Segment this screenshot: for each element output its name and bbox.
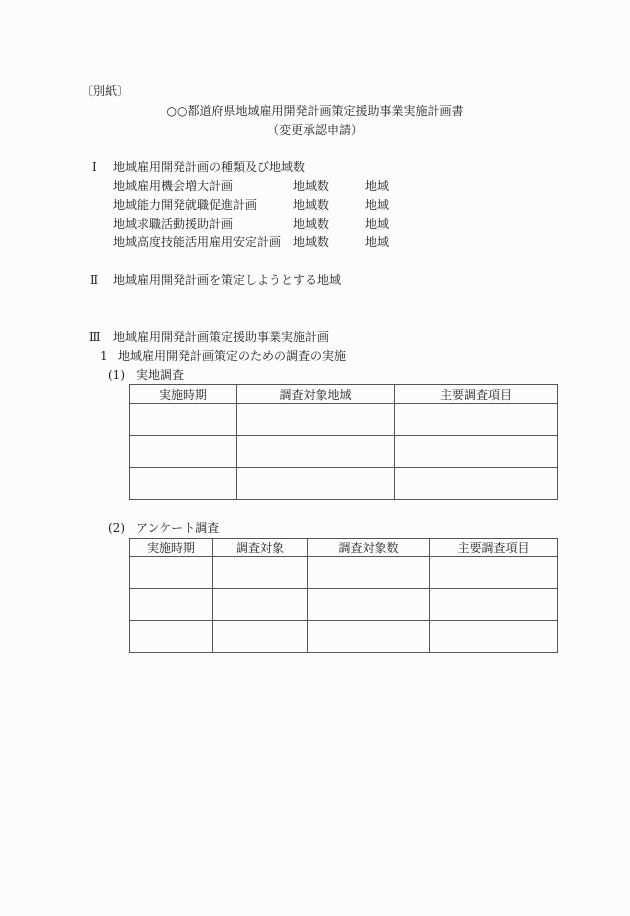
questionnaire-number: (2) (108, 521, 125, 535)
section-3-numeral: Ⅲ (89, 330, 101, 344)
table-header-row (130, 539, 558, 557)
table-cell[interactable] (130, 468, 237, 500)
table-cell[interactable] (308, 589, 430, 621)
table-cell[interactable] (213, 557, 308, 589)
table-cell[interactable] (308, 557, 430, 589)
table-cell[interactable] (308, 621, 430, 653)
table-cell[interactable] (130, 404, 237, 436)
section-2-heading: 地域雇用開発計画を策定しようとする地域 (113, 273, 342, 287)
plan-type-name: 地域雇用機会増大計画 (113, 179, 234, 193)
column-header: 主要調査項目 (395, 385, 558, 404)
column-header: 調査対象 (213, 539, 308, 557)
table-cell[interactable] (395, 468, 558, 500)
table-cell[interactable] (430, 621, 558, 653)
plan-type-count-label: 地域数 (293, 179, 330, 193)
table-cell[interactable] (430, 589, 558, 621)
column-header: 実施時期 (130, 539, 213, 557)
plan-type-name: 地域能力開発就職促進計画 (113, 198, 258, 212)
table-row (130, 468, 558, 500)
table-cell[interactable] (395, 436, 558, 468)
plan-type-count-label: 地域数 (293, 235, 330, 249)
field-survey-table (129, 384, 558, 500)
table-cell[interactable] (130, 436, 237, 468)
plan-type-unit: 地域 (365, 235, 390, 249)
plan-type-name: 地域求職活動援助計画 (113, 217, 234, 231)
document-title: ○○都道府県地域雇用開発計画策定援助事業実施計画書 (166, 104, 464, 118)
table-row (130, 621, 558, 653)
questionnaire-heading: アンケート調査 (136, 521, 220, 535)
table-cell[interactable] (395, 404, 558, 436)
plan-type-unit: 地域 (365, 198, 390, 212)
attachment-label: 〔別紙〕 (81, 84, 130, 98)
plan-type-count-label: 地域数 (293, 217, 330, 231)
table-row (130, 404, 558, 436)
section-1-heading: 地域雇用開発計画の種類及び地域数 (113, 160, 306, 174)
section-2-numeral: Ⅱ (90, 273, 99, 287)
field-survey-heading: 実地調査 (136, 368, 185, 382)
questionnaire-table (129, 538, 558, 653)
plan-type-count-label: 地域数 (293, 198, 330, 212)
document-subtitle: （変更承認申請） (266, 123, 363, 137)
table-cell[interactable] (237, 404, 395, 436)
column-header: 実施時期 (130, 385, 237, 404)
table-cell[interactable] (237, 436, 395, 468)
table-row (130, 557, 558, 589)
plan-type-name: 地域高度技能活用雇用安定計画 (113, 235, 282, 249)
table-header-row (130, 385, 558, 404)
table-row (130, 589, 558, 621)
column-header: 主要調査項目 (430, 539, 558, 557)
table-cell[interactable] (130, 589, 213, 621)
table-cell[interactable] (213, 621, 308, 653)
table-cell[interactable] (130, 621, 213, 653)
subsection-number: 1 (100, 349, 108, 363)
subsection-heading: 地域雇用開発計画策定のための調査の実施 (118, 349, 347, 363)
column-header: 調査対象地域 (237, 385, 395, 404)
table-cell[interactable] (237, 468, 395, 500)
table-cell[interactable] (430, 557, 558, 589)
section-1-numeral: Ⅰ (92, 160, 97, 174)
table-cell[interactable] (130, 557, 213, 589)
plan-type-unit: 地域 (365, 217, 390, 231)
section-3-heading: 地域雇用開発計画策定援助事業実施計画 (113, 330, 330, 344)
column-header: 調査対象数 (308, 539, 430, 557)
table-row (130, 436, 558, 468)
plan-type-unit: 地域 (365, 179, 390, 193)
table-cell[interactable] (213, 589, 308, 621)
field-survey-number: (1) (108, 368, 125, 382)
